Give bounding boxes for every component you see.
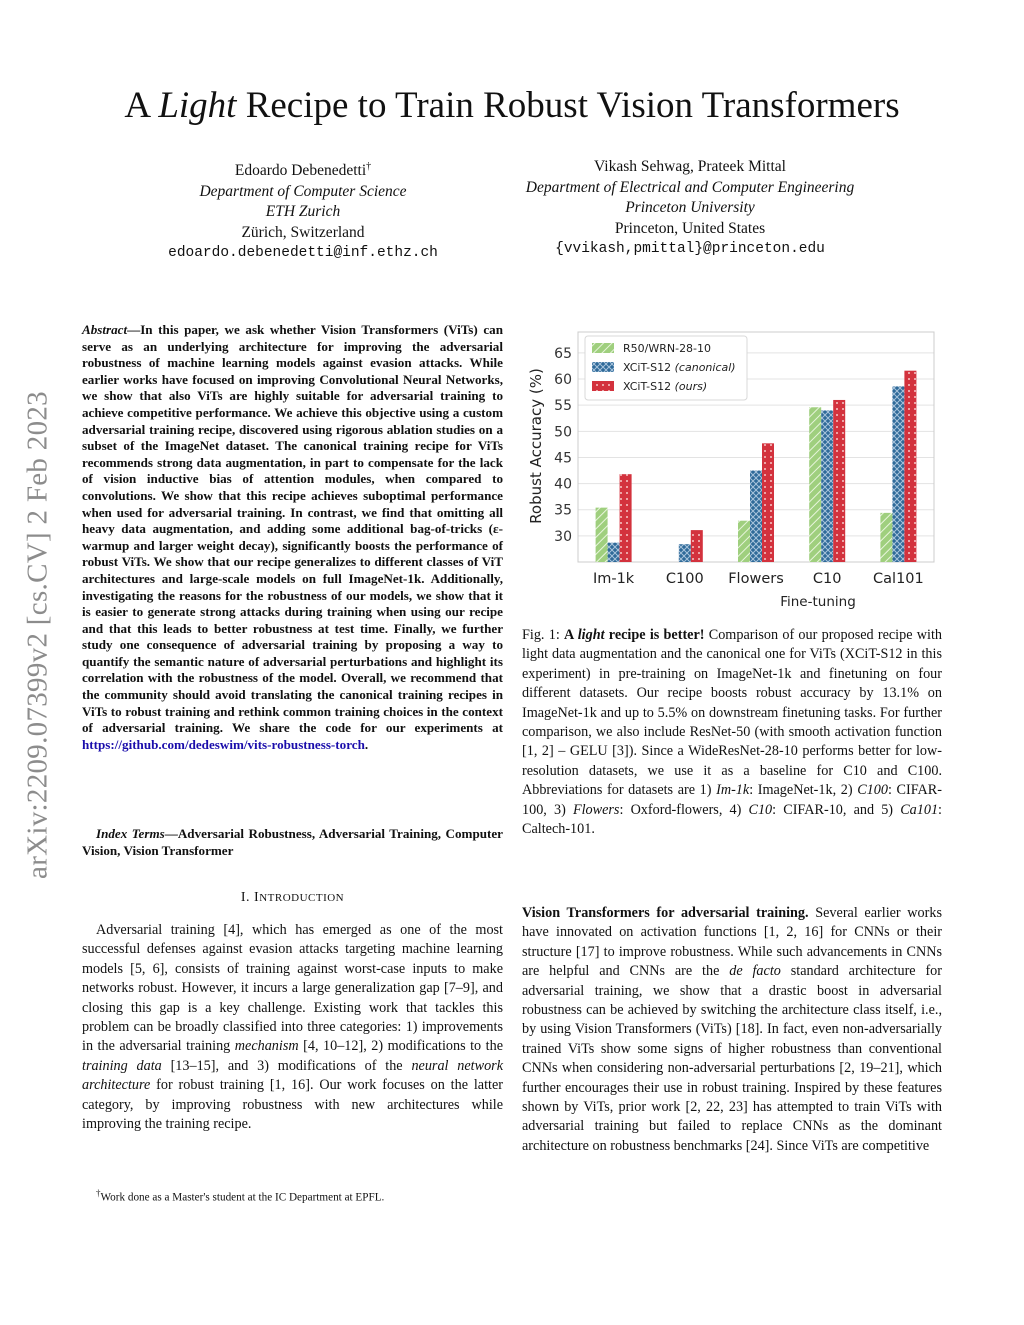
chart-xticks [593,571,924,587]
author-email: edoardo.debenedetti@inf.ethz.ch [168,245,438,262]
section-rest: NTRODUCTION [259,892,345,904]
legend-label-canonical: XCiT-S12 (canonical) [623,361,736,374]
section-number: I. [240,890,255,905]
author-email: {vvikash,pmittal}@princeton.edu [555,241,825,257]
vit-defacto: de facto [729,963,781,980]
legend-label-ours: XCiT-S12 (ours) [623,380,708,393]
author-department: Department of Electrical and Computer Engineering [525,178,855,196]
index-terms-text: Adversarial Robustness, Adversarial Training, Computer Vision, Vision Transformer [82,826,503,858]
abstract [82,322,503,753]
caption-bold-b: recipe is better! [604,627,705,643]
legend-swatch-canonical [592,362,614,372]
bar-xcit-ours-c100 [691,530,703,562]
vit-paragraph-heading: Vision Transformers for adversarial training. [522,905,809,921]
section-first-letter: I [254,890,260,905]
y-tick-label: 40 [554,476,572,493]
intro-text-2: [4, 10–12], 2) modifications to the [298,1038,503,1055]
author-name: Edoardo Debenedetti [234,162,367,180]
intro-text-4: for robust training [1, 16]. Our work focuses on the latter category, by improving robustness with new architectures while improving the training recipe. [82,1077,503,1133]
footnote-text: Work done as a Master's student at the IC Department at EPFL. [100,1191,385,1204]
x-tick-label: Flowers [728,571,784,587]
bar-r50-c10 [809,407,821,562]
bar-xcit-canonical-c100 [679,544,691,562]
chart-legend [585,336,747,400]
intro-neural-arch: neural network architecture [82,1057,504,1094]
author-block-2 [490,157,890,260]
abstract-dash: — [127,322,141,337]
y-tick-label: 35 [554,502,572,519]
caption-ca101: Ca101 [900,801,939,818]
y-tick-label: 50 [554,424,572,441]
caption-t-c10: : CIFAR-10, and 5) [772,801,901,818]
bar-xcit-canonical-flowers [750,471,762,562]
x-tick-label: Cal101 [873,571,924,587]
title-prefix: A [124,85,159,126]
author-location: Zürich, Switzerland [241,223,365,241]
author-location: Princeton, United States [614,219,766,237]
bar-xcit-ours-im-1k [620,474,632,562]
caption-text: Comparison of our proposed recipe with light data augmentation and the canonical one for ViTs (XCiT-S12 in this experiment) in pre-training on ImageNet-1k and finetuning on four different datasets. Our recipe boosts robust accuracy by 13.1% on ImageNet-1k and up to 5.5% on downstream finetuning tasks. For further comparison, we also include ResNet-50 (with smooth activation function [1, 2] – GELU [3]). Since a WideResNet-28-10 performs better for low-resolution datasets, we use it as a baseline for C10 and C100. Abbreviations for datasets are 1) [522,627,942,799]
bar-xcit-ours-cal101 [904,371,916,562]
vit-text-1: Several earlier works have innovated on activation functions [1, 2, 16] for CNNs or their structure [17] to improve robustness. While such advancements in CNNs are helpful and CNNs are the [522,905,942,980]
vit-text-2: standard architecture for adversarial training, we show that a drastic boost in adversarial robustness can be achieved by switching the architecture class itself, i.e., by using Vision Transformers (ViTs) [18]. In fact, even non-adversarially trained ViTs show some signs of higher robustness than conventional CNNs when considering non-adversarial perturbations [2, 19–21], which further encourages their use in robust training. Inspired by these features shown by ViTs, prior work [2, 22, 23] has attempted to train ViTs with adversarial training but failed to replace CNNs as the dominant architecture on robustness benchmarks [24]. Since ViTs are competitive [522,963,942,1154]
chart-yticks [554,346,572,545]
author-footnote-mark: † [366,161,372,172]
paper-title [0,84,1024,128]
bar-xcit-ours-flowers [762,443,774,562]
footnote-mark: † [96,1188,101,1198]
caption-t-im1k: : ImageNet-1k, 2) [749,782,858,799]
x-tick-label: C100 [665,571,704,587]
caption-t-ca101: : Caltech-101. [522,801,942,838]
bar-r50-cal101 [880,513,892,562]
abstract-label: Abstract [82,322,128,337]
bar-r50-flowers [738,521,750,562]
section-heading [82,890,503,906]
author-name: Vikash Sehwag, Prateek Mittal [594,158,786,175]
y-tick-label: 55 [554,398,572,415]
abstract-end: . [364,736,369,752]
author-block-1 [112,157,494,264]
vit-paragraph [522,904,942,1156]
x-tick-label: Im-1k [592,571,635,587]
y-tick-label: 60 [554,372,572,389]
abstract-text: In this paper, we ask whether Vision Transformers (ViTs) can serve as an underlying architecture for improving the adversarial robustness of machine learning models against evasion attacks. While earlier works have focused on improving Convolutional Neural Networks, we show that also ViTs are highly suitable for adversarial training to achieve competitive performance. We achieve this objective using a custom adversarial training recipe, discovered using rigorous ablation studies on a subset of the ImageNet dataset. The canonical training recipe for ViTs recommends strong data augmentation, in part to compensate for the lack of vision inductive bias of attention modules, when compared to convolutions. We show that this recipe achieves suboptimal performance when used for adversarial training. In contrast, we find that omitting all heavy data augmentation, and adding some additional bag-of-tricks (ε-warmup and larger weight decay), significantly boosts the performance of robust ViTs. We show that our recipe generalizes to different classes of ViT architectures and large-scale models on full ImageNet-1k. Additionally, investigating the reasons for the robustness of our models, we show that it is easier to generate strong attacks during training when using our recipe and that this leads to better robustness at test time. Finally, we further study one consequence of adversarial training by proposing a way to quantify the semantic nature of adversarial perturbations and highlight its correlation with the robustness of the model. Overall, we recommend that the community should avoid translating the canonical training recipes in ViTs to robust training and rethink common training choices in the context of adversarial training. We share the code for our experiments at [82,322,503,736]
title-italic: Light [158,85,237,126]
caption-t-flowers: : Oxford-flowers, 4) [619,801,749,818]
figure-caption [522,626,942,839]
caption-c10: C10 [748,801,773,818]
y-axis-label: Robust Accuracy (%) [527,368,545,524]
caption-label: Fig. 1: [522,627,565,643]
code-repo-link[interactable]: https://github.com/dedeswim/vits-robustness-torch [82,736,365,752]
y-tick-label: 45 [554,450,572,467]
bar-xcit-canonical-cal101 [892,386,904,562]
caption-flowers: Flowers [572,801,620,818]
intro-mechanism: mechanism [234,1038,299,1055]
footnote [82,1186,503,1205]
index-terms-label: Index Terms [96,826,165,841]
bar-r50-im-1k [596,508,608,562]
bar-xcit-canonical-c10 [821,410,833,562]
caption-bold-a: A [564,627,578,643]
author-institution: Princeton University [625,199,755,216]
bar-xcit-canonical-im-1k [608,543,620,562]
y-tick-label: 65 [554,345,572,362]
bar-xcit-ours-c10 [833,400,845,562]
author-department: Department of Computer Science [199,182,407,200]
index-terms-dash: — [164,826,178,841]
y-tick-label: 30 [554,528,572,545]
arxiv-stamp: arXiv:2209.07399v2 [cs.CV] 2 Feb 2023 [21,391,54,879]
index-terms [82,826,503,859]
author-institution: ETH Zurich [265,203,341,221]
intro-paragraph [82,921,503,1134]
caption-bold-light: light [577,627,605,643]
intro-text-3: [13–15], and 3) modifications of the [161,1057,412,1074]
robust-accuracy-chart [522,322,952,614]
title-suffix: Recipe to Train Robust Vision Transformers [236,85,900,126]
intro-text-1: Adversarial training [4], which has emerged as one of the most successful defenses against evasion attacks targeting machine learning models [5, 6], consists of training against worst-case inputs to make networks robust. However, it incurs a large generalization gap [7–9], and closing this gap is a key challenge. Existing work that tackles this problem can be broadly classified into three categories: 1) improvements in the adversarial training [82,922,503,1055]
legend-swatch-ours [592,381,614,391]
caption-im1k: Im-1k [716,782,750,799]
caption-c100: C100 [857,782,888,799]
caption-t-c100: : CIFAR-100, 3) [522,782,942,818]
x-tick-label: C10 [812,571,842,587]
legend-label-r50: R50/WRN-28-10 [623,342,712,355]
intro-training-data: training data [82,1057,162,1074]
x-axis-label: Fine-tuning [780,594,856,610]
legend-swatch-r50 [592,343,614,353]
